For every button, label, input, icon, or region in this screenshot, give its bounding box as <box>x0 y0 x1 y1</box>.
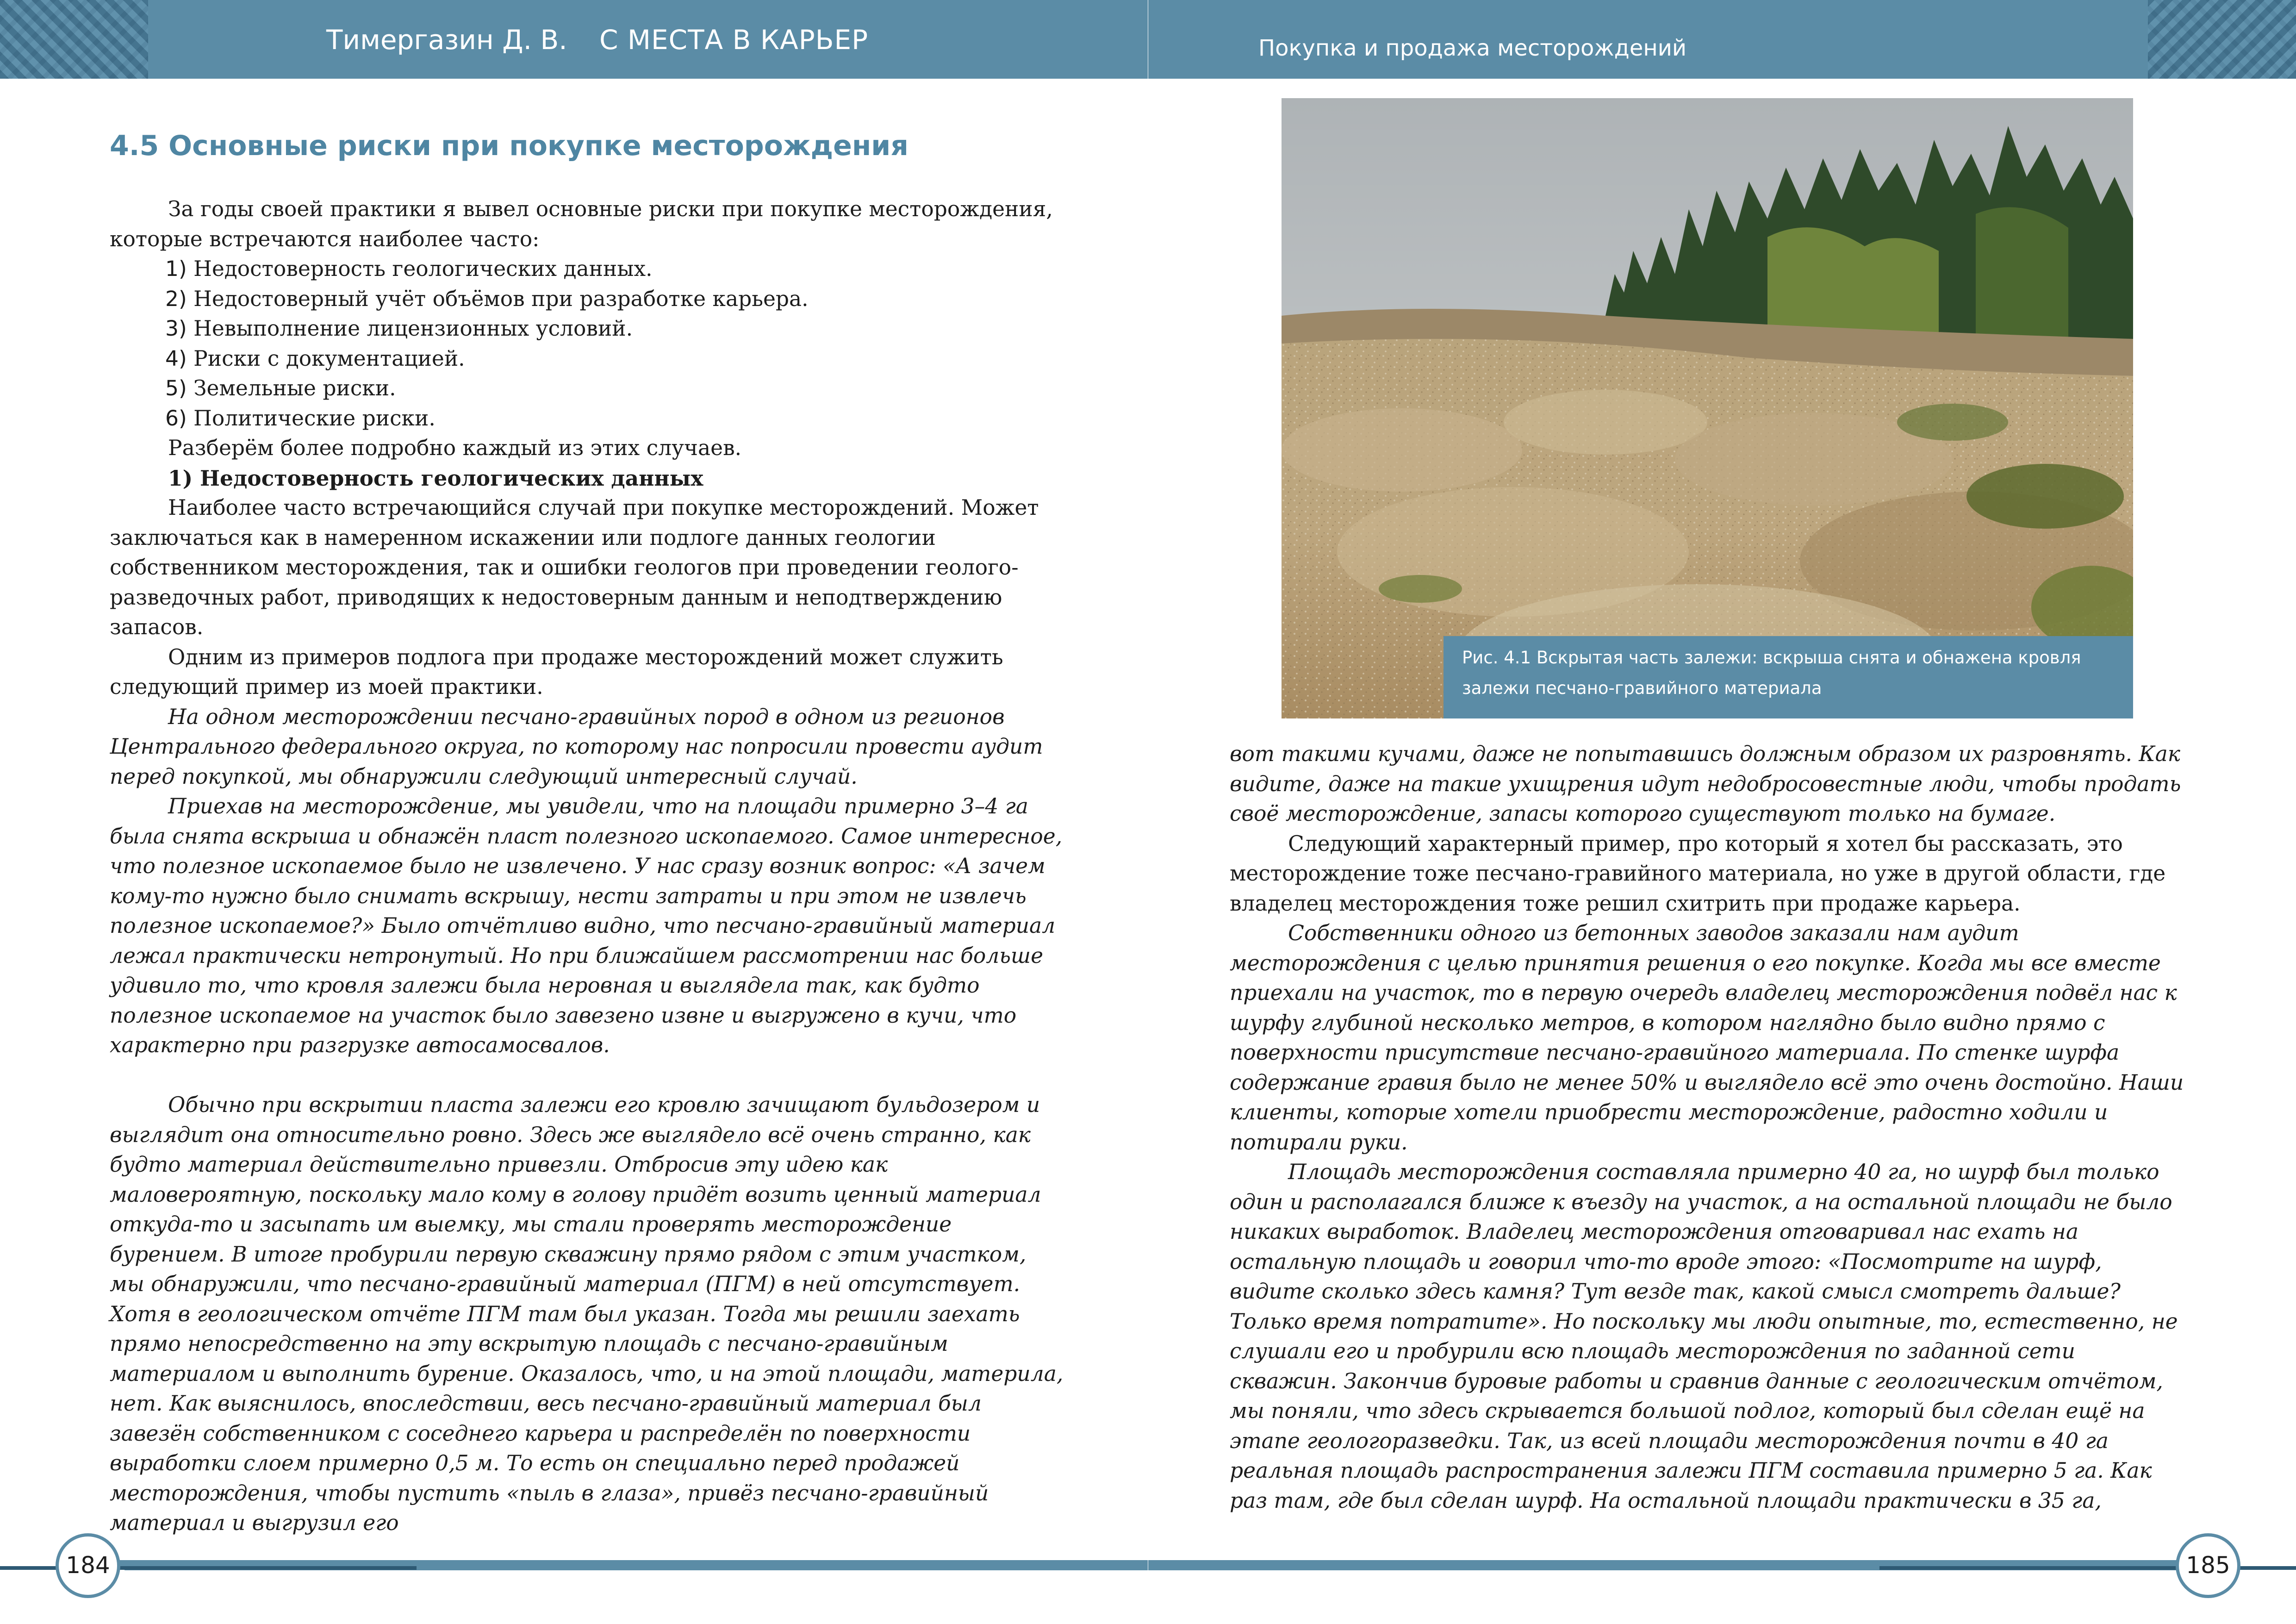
list-text: Невыполнение лицензионных условий. <box>193 316 633 341</box>
list-number: 5) <box>165 376 187 400</box>
header-book-title: С МЕСТА В КАРЬЕР <box>599 24 869 56</box>
italic-paragraph: Обычно при вскрытии пласта залежи его кровлю зачищают бульдозером и выглядит она относительно ровно. Здесь же выглядело всё очень странно, как будто материал действительно привезли. Отбросив эту идею как маловероятную, поскольку мало кому в голову придёт возить ценный материал откуда-то и засыпать им выемку, мы стали проверять месторождение бурением. В итоге пробурили первую скважину прямо рядом с этим участком, мы обнаружили, что песчано-гравийный материал (ПГМ) в ней отсутствует. Хотя в геологическом отчёте ПГМ там был указан. Тогда мы решили заехать прямо непосредственно на эту вскрытую площадь с песчано-гравийным материалом и выполнить бурение. Оказалось, что, и на этой площади, материла, нет. Как выяснилось, впоследствии, весь песчано-гравийный материал был завезён собственником с соседнего карьера и распределён по поверхности выработки слоем примерно 0,5 м. То есть он специально перед продажей месторождения, чтобы пустить «пыль в глаза», привёз песчано-гравийный материал и выгрузил его <box>110 1093 1064 1535</box>
header-ornament <box>0 0 148 79</box>
intro-paragraph: За годы своей практики я вывел основные риски при покупке месторождения, которые встречаются наиболее часто: <box>110 197 1053 251</box>
list-item <box>110 404 1067 434</box>
list-number: 6) <box>165 406 187 431</box>
list-item <box>110 284 1067 314</box>
italic-paragraph: На одном месторождении песчано-гравийных пород в одном из регионов Центрального федерального округа, по которому нас попросили провести аудит перед покупкой, мы обнаружили следующий интересный случай. <box>110 704 1043 789</box>
list-number: 1) <box>165 256 187 281</box>
list-text: Земельные риски. <box>193 376 396 400</box>
right-text-column <box>1230 739 2187 1516</box>
list-text: Недостоверность геологических данных. <box>193 256 653 281</box>
right-page <box>1148 0 2296 1624</box>
list-item <box>110 374 1067 404</box>
italic-paragraph: вот такими кучами, даже не попытавшись должным образом их разровнять. Как видите, даже на такие ухищрения идут недобросовестные люди, чтобы продать своё месторождение, запасы которого существуют только на бумаге. <box>1230 742 2181 826</box>
subheading: 1) Недостоверность геологических данных <box>168 465 703 491</box>
body-paragraph: Следующий характерный пример, про который я хотел бы рассказать, это месторождение тоже песчано-гравийного материала, но уже в другой области, где владелец месторождения тоже решил схитрить при продаже карьера. <box>1230 831 2166 916</box>
list-text: Политические риски. <box>193 406 436 431</box>
figure-caption: Рис. 4.1 Вскрытая часть залежи: вскрыша снята и обнажена кровля залежи песчано-гравийного материала <box>1444 636 2133 718</box>
italic-paragraph: Собственники одного из бетонных заводов заказали нам аудит месторождения с целью принятия решения о его покупке. Когда мы все вместе приехали на участок, то в первую очередь владелец месторождения подвёл нас к шурфу глубиной несколько метров, в котором наглядно было видно прямо с поверхности присутствие песчано-гравийного материала. По стенке шурфа содержание гравия было не менее 50% и выглядело всё это очень достойно. Наши клиенты, которые хотели приобрести месторождение, радостно ходили и потирали руки. <box>1230 921 2184 1155</box>
list-number: 3) <box>165 316 187 341</box>
body-paragraph: Наиболее часто встречающийся случай при покупке месторождений. Может заключаться как в намеренном искажении или подлоге данных геологии собственником месторождения, так и ошибки геологов при проведении геолого-разведочных работ, приводящих к недостоверным данным и неподтверждению запасов. <box>110 495 1039 639</box>
list-number: 2) <box>165 286 187 311</box>
list-number: 4) <box>165 346 187 371</box>
page-number: 185 <box>2176 1533 2240 1598</box>
paragraph-gap <box>110 1061 1067 1091</box>
list-text: Недостоверный учёт объёмов при разработке карьера. <box>193 286 809 311</box>
list-text: Риски с документацией. <box>193 346 465 371</box>
list-item <box>110 254 1067 284</box>
left-text-column <box>110 194 1067 1538</box>
body-paragraph: Одним из примеров подлога при продаже месторождений может служить следующий пример из моей практики. <box>110 644 1003 699</box>
header-band <box>0 0 1148 79</box>
transition-paragraph: Разберём более подробно каждый из этих случаев. <box>168 436 742 460</box>
header-ornament <box>2148 0 2296 79</box>
italic-paragraph: Приехав на месторождение, мы увидели, что на площади примерно 3–4 га была снята вскрыша и обнажён пласт полезного ископаемого. Самое интересное, что полезное ископаемое было не извлечено. У нас сразу возник вопрос: «А зачем кому-то нужно было снимать вскрышу, нести затраты и при этом не извлечь полезное ископаемое?» Было отчётливо видно, что песчано-гравийный материал лежал практически нетронутый. Но при ближайшем рассмотрении нас больше удивило то, что кровля залежи была неровная и выглядела так, как будто полезное ископаемое на участок было завезено извне и выгружено в кучи, что характерно при разгрузке автосамосвалов. <box>110 794 1063 1057</box>
page-number: 184 <box>56 1533 120 1598</box>
section-title: 4.5 Основные риски при покупке месторождения <box>110 130 908 162</box>
list-item <box>110 314 1067 344</box>
header-chapter: Покупка и продажа месторождений <box>1258 35 1687 61</box>
quarry-photo <box>1282 98 2133 718</box>
quarry-photo-illustration <box>1282 98 2133 718</box>
header-author: Тимергазин Д. В. <box>326 24 567 56</box>
italic-paragraph: Площадь месторождения составляла примерно 40 га, но шурф был только один и располагался ближе к въезду на участок, а на остальной площади не было никаких выработок. Владелец месторождения отговаривал нас ехать на остальную площадь и говорил что-то вроде этого: «Посмотрите на шурф, видите сколько здесь камня? Тут везде так, какой смысл смотреть дальше? Только время потратите». Но поскольку мы люди опытные, то, естественно, не слушали его и пробурили всю площадь месторождения по заданной сети скважин. Закончив буровые работы и сравнив данные с геологическим отчётом, мы поняли, что здесь скрывается большой подлог, который был сделан ещё на этапе геологоразведки. Так, из всей площади месторождения почти в 40 га реальная площадь распространения залежи ПГМ составила примерно 5 га. Как раз там, где был сделан шурф. На остальной площади практически в 35 га, <box>1230 1160 2178 1513</box>
list-item <box>110 344 1067 374</box>
